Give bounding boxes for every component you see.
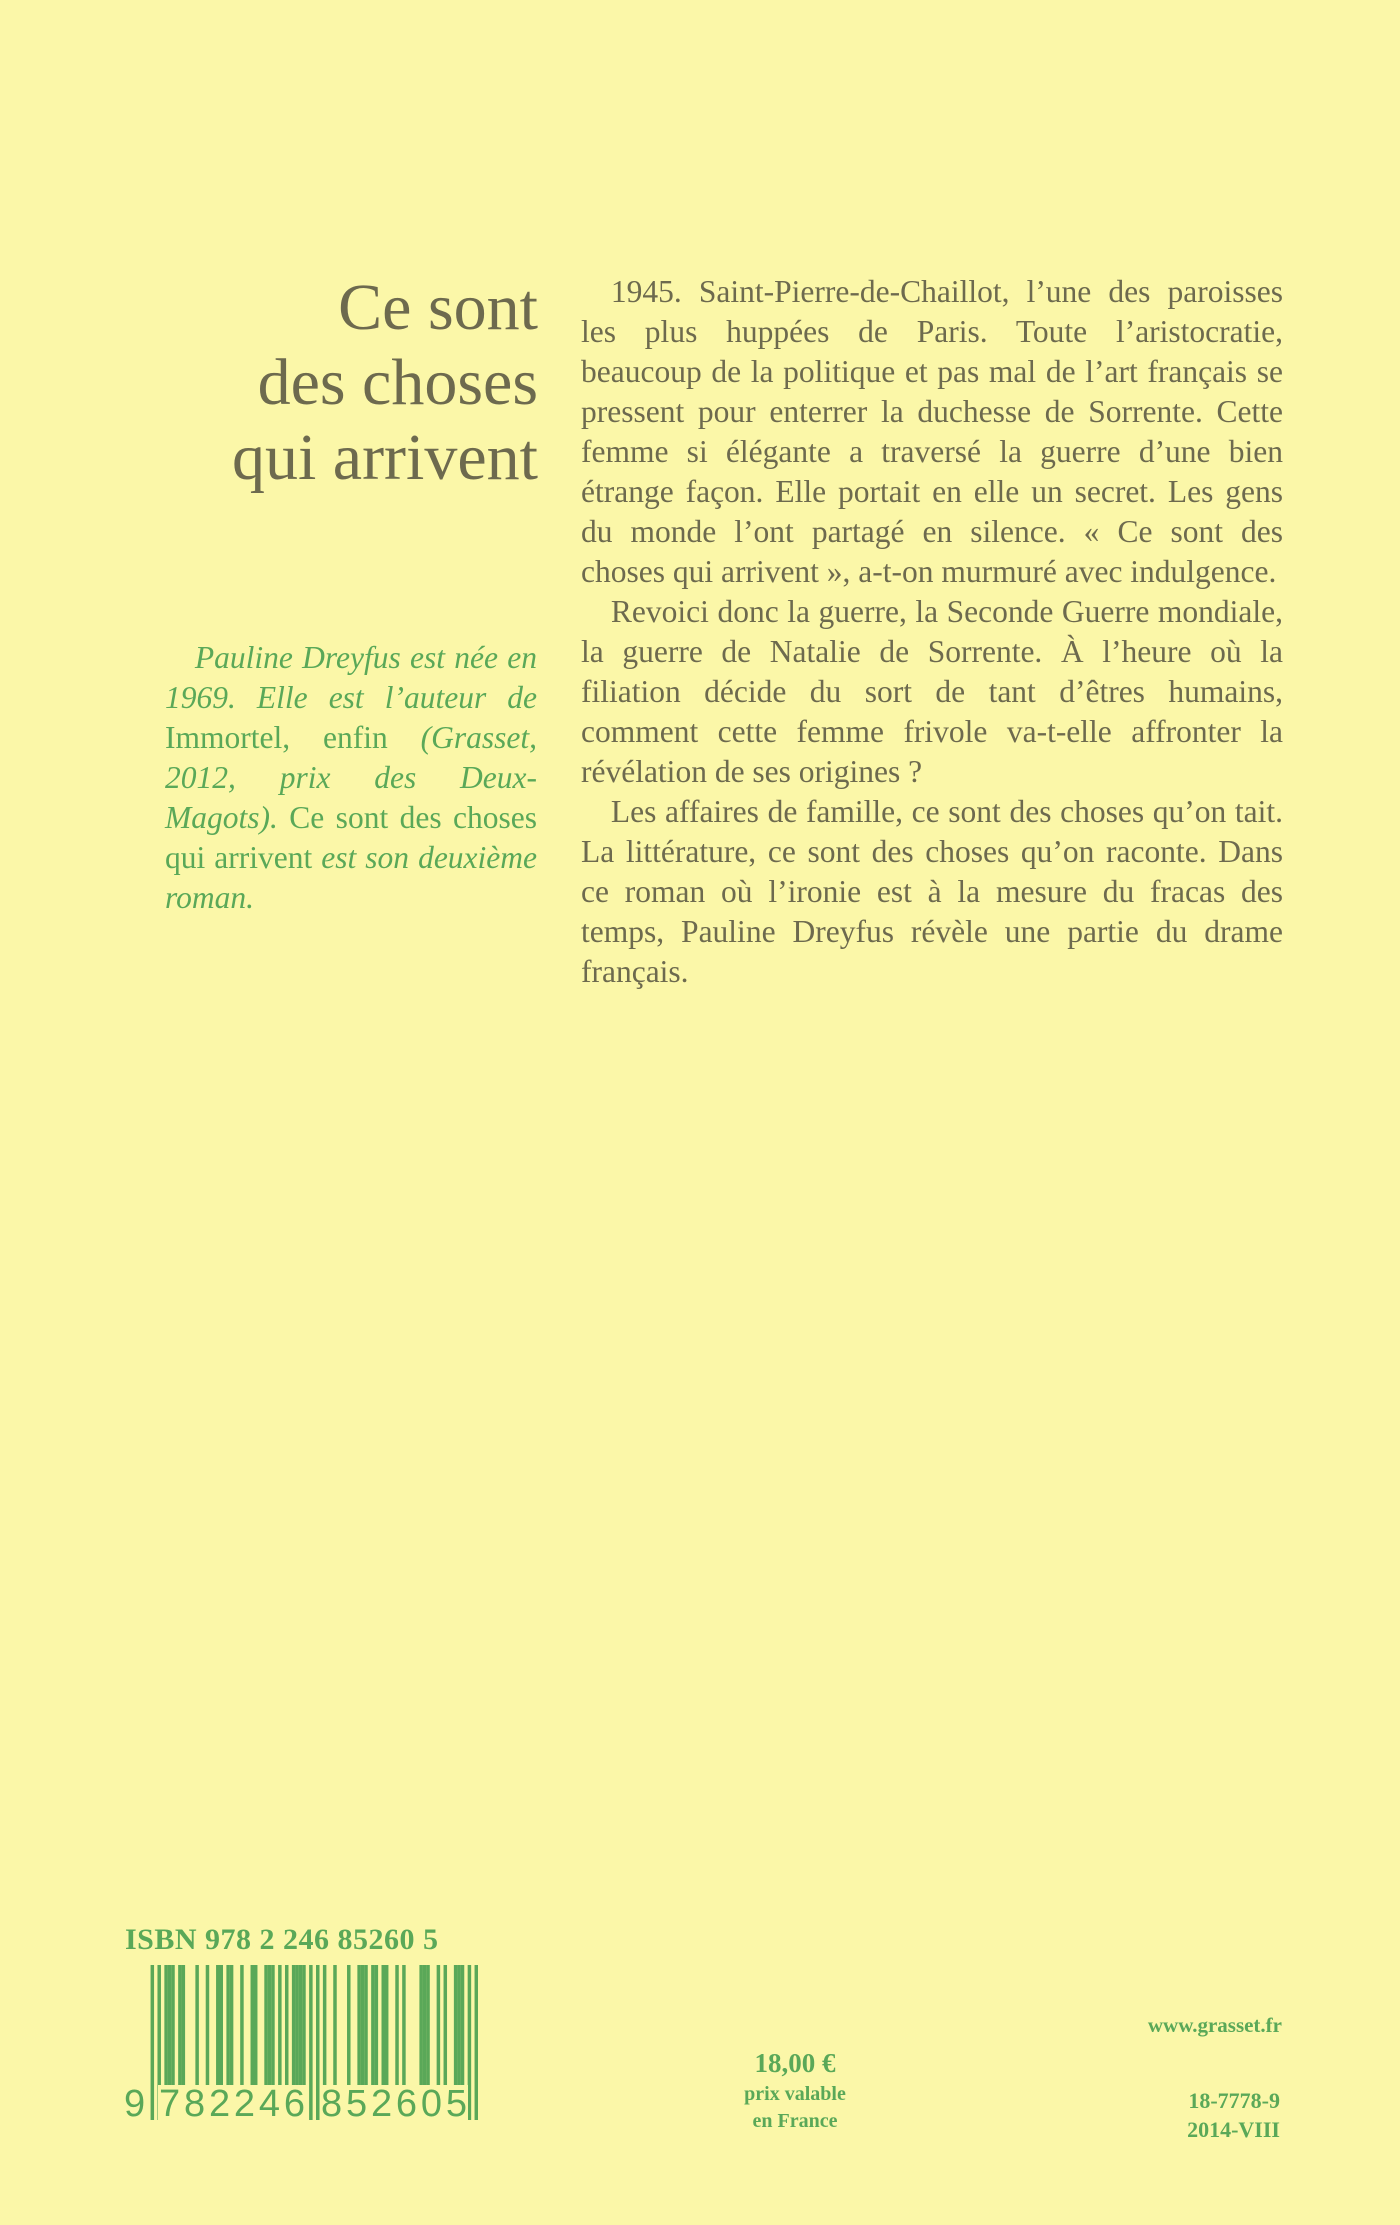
barcode-bar bbox=[164, 1965, 167, 2085]
bio-book-1: Immortel, enfin bbox=[165, 720, 388, 755]
title-line-2: des choses bbox=[257, 346, 538, 419]
barcode-bar bbox=[195, 1965, 198, 2085]
barcode-digit: 7 bbox=[159, 2083, 181, 2125]
barcode-bar bbox=[182, 1965, 185, 2085]
price-amount: 18,00 € bbox=[754, 2048, 836, 2078]
barcode-bar bbox=[444, 1965, 447, 2085]
barcode-digit: 8 bbox=[183, 2083, 206, 2125]
barcode-bar bbox=[423, 1965, 426, 2085]
barcode-digit: 2 bbox=[233, 2083, 256, 2125]
barcode-bar bbox=[457, 1965, 460, 2085]
barcode-bar bbox=[357, 1965, 360, 2085]
barcode-bar bbox=[461, 1965, 464, 2085]
barcode-bar bbox=[371, 1965, 374, 2085]
barcode-bar bbox=[285, 1965, 288, 2085]
publisher-codes bbox=[1187, 2086, 1280, 2144]
barcode-bar bbox=[271, 1965, 274, 2085]
publisher-website: www.grasset.fr bbox=[1147, 2013, 1282, 2037]
barcode-bar bbox=[361, 1965, 364, 2085]
barcode-bar bbox=[402, 1965, 405, 2085]
barcode-bar bbox=[437, 1965, 440, 2085]
barcode-bar bbox=[302, 1965, 305, 2085]
isbn-label: ISBN 978 2 246 85260 5 bbox=[125, 1923, 439, 1956]
barcode-bar bbox=[347, 1965, 350, 2085]
barcode-bar bbox=[254, 1965, 257, 2085]
title-line-3: qui arrivent bbox=[231, 421, 538, 494]
bio-book-2: Ce sont des choses qui arrivent bbox=[165, 800, 537, 875]
barcode-digit-first: 9 bbox=[124, 2083, 146, 2125]
barcode-digits bbox=[124, 2081, 479, 2123]
barcode-bar bbox=[251, 1965, 254, 2085]
barcode-bar bbox=[426, 1965, 429, 2085]
barcode-bar bbox=[375, 1965, 378, 2085]
price-block bbox=[700, 2045, 890, 2135]
blurb bbox=[581, 272, 1283, 992]
barcode-bar bbox=[419, 1965, 422, 2085]
bio-text-3: est son deuxième roman. bbox=[165, 840, 537, 915]
barcode-bar bbox=[216, 1965, 219, 2085]
barcode-digit: 6 bbox=[283, 2083, 305, 2125]
barcode-bar bbox=[385, 1965, 388, 2085]
author-bio bbox=[165, 638, 537, 918]
barcode-bar bbox=[278, 1965, 281, 2085]
price-note-line-2: en France bbox=[752, 2110, 838, 2132]
barcode-bar bbox=[364, 1965, 367, 2085]
barcode-digit: 6 bbox=[395, 2083, 418, 2125]
barcode-bar bbox=[230, 1965, 233, 2085]
publisher-code-1: 18-7778-9 bbox=[1188, 2088, 1280, 2113]
barcode-bar bbox=[295, 1965, 298, 2085]
barcode-bar bbox=[240, 1965, 243, 2085]
barcode-digit: 2 bbox=[370, 2083, 393, 2125]
barcode-bar bbox=[292, 1965, 295, 2085]
barcode-bar bbox=[395, 1965, 398, 2085]
barcode-bar bbox=[168, 1965, 171, 2085]
blurb-paragraph-3: Les affaires de famille, ce sont des choses qu’on tait. La littérature, ce sont des choses qu’on raconte. Dans ce roman où l’ironie est à la mesure du fracas des temps, Pauline Dreyfus révèle une partie du drame français. bbox=[581, 794, 1283, 989]
barcode-bar bbox=[333, 1965, 336, 2085]
book-title bbox=[120, 270, 538, 495]
barcode-digit: 5 bbox=[345, 2083, 368, 2125]
title-line-1: Ce sont bbox=[338, 271, 538, 344]
barcode-bar bbox=[178, 1965, 181, 2085]
blurb-paragraph-1: 1945. Saint-Pierre-de-Chaillot, l’une des paroisses les plus huppées de Paris. Toute l’aristocratie, beaucoup de la politique et pas mal de l’art français se pressent pour enterrer la duchesse de Sorrente. Cette femme si élégante a traversé la guerre d’une bien étrange façon. Elle portait en elle un secret. Les gens du monde l’ont partagé en silence. « Ce sont des choses qui arrivent », a-t-on murmuré avec indulgence. bbox=[581, 274, 1283, 589]
bio-text-1: Pauline Dreyfus est née en 1969. Elle est l’auteur de bbox=[165, 640, 537, 715]
barcode-digits-left bbox=[158, 2085, 306, 2123]
blurb-paragraph-2: Revoici donc la guerre, la Seconde Guerre mondiale, la guerre de Natalie de Sorrente. À l’heure où la filiation décide du sort de tant d’êtres humains, comment cette femme frivole va-t-elle affronter la révélation de ses origines ? bbox=[581, 594, 1283, 789]
barcode-bar bbox=[323, 1965, 326, 2085]
barcode-bar bbox=[220, 1965, 223, 2085]
barcode-digit: 8 bbox=[321, 2083, 343, 2125]
barcode-bar bbox=[381, 1965, 384, 2085]
publisher-code-2: 2014-VIII bbox=[1187, 2117, 1280, 2142]
barcode-bar bbox=[171, 1965, 174, 2085]
barcode-bar bbox=[268, 1965, 271, 2085]
barcode-digit: 2 bbox=[208, 2083, 231, 2125]
barcode-bar bbox=[454, 1965, 457, 2085]
barcode-digits-right bbox=[320, 2085, 468, 2123]
barcode-bar bbox=[206, 1965, 209, 2085]
bio-text-2: (Grasset, 2012, prix des Deux-Magots). bbox=[165, 720, 537, 835]
barcode-bar bbox=[226, 1965, 229, 2085]
barcode-digit: 4 bbox=[258, 2083, 281, 2125]
barcode-bar bbox=[299, 1965, 302, 2085]
barcode-digit: 5 bbox=[445, 2083, 467, 2125]
price-note-line-1: prix valable bbox=[744, 2083, 846, 2105]
barcode-bar bbox=[264, 1965, 267, 2085]
barcode-digit: 0 bbox=[420, 2083, 443, 2125]
